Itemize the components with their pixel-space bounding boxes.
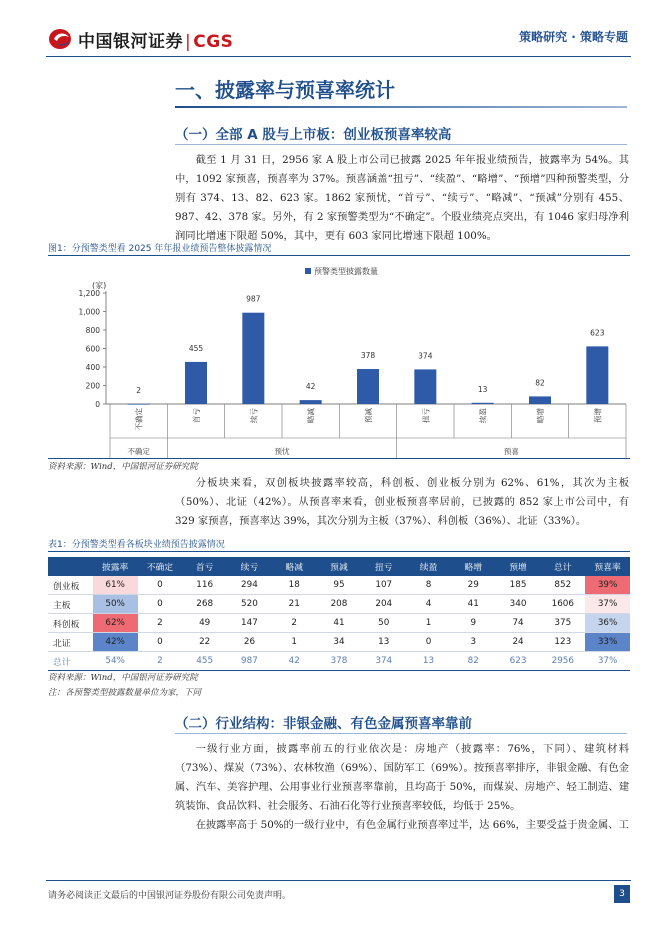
group-label-不确定: 不确定	[127, 447, 150, 456]
y-tick-label: 800	[85, 326, 100, 335]
x-tick-label: 续盈	[478, 408, 488, 423]
header-cell: 不确定	[138, 557, 183, 576]
data-label: 455	[188, 343, 204, 353]
figure-1-top-rule	[48, 255, 630, 256]
data-label: 82	[535, 378, 545, 388]
count-cell: 107	[361, 576, 406, 595]
bar-略增	[529, 396, 551, 404]
paragraph-1: 截至 1 月 31 日，2956 家 A 股上市公司已披露 2025 年年报业绩预告，披露率为 54%。其中，1092 家预喜，预喜率为 37%。预喜涵盖“扭亏”、“续盈”、“略增”、“预增”四种预警类型，分别有 374、13、82、623 家。1862 家预忧，“首亏”、“续亏”、“略减”、“预减”分别有 455、987、42、378 家。另外，有 2 家预警类型为“不确定”。个股业绩亮点突出，有 1046 家归母净利润同比增速下限超 50%，其中，更有 603 家同比增速下限超 100%。	[175, 154, 629, 242]
count-cell: 34	[317, 633, 362, 652]
count-cell: 0	[406, 633, 451, 652]
count-cell: 49	[182, 614, 227, 633]
figure-1-caption: 图1：分预警类型看 2025 年年报业绩预告整体披露情况	[48, 244, 272, 254]
count-cell: 3	[451, 633, 496, 652]
logo-name: 中国银河证券	[78, 32, 183, 52]
header-divider	[46, 56, 631, 57]
y-tick-label: 200	[85, 381, 100, 391]
count-cell: 294	[227, 576, 272, 595]
table-1-source: 资料来源：Wind，中国银河证券研究院	[48, 673, 198, 683]
table-row	[48, 633, 630, 652]
bar-续亏	[242, 313, 264, 404]
positive-rate-cell: 37%	[585, 652, 630, 671]
count-cell: 41	[317, 614, 362, 633]
header-cell: 预减	[317, 557, 362, 576]
legend-label: 预警类型披露数量	[314, 267, 378, 276]
data-label: 378	[360, 351, 376, 361]
subsection-title-2: （二）行业结构：非银金融、有色金属预喜率靠前	[175, 716, 472, 732]
data-label: 2	[136, 385, 142, 395]
row-label: 创业板	[48, 576, 93, 595]
count-cell: 623	[496, 652, 541, 671]
header-cell: 扭亏	[361, 557, 406, 576]
subsection-divider-1	[175, 144, 627, 145]
count-cell: 24	[496, 633, 541, 652]
data-label: 13	[477, 384, 488, 394]
header-cell: 预增	[496, 557, 541, 576]
report-category: 策略研究 · 策略专题	[519, 30, 628, 44]
header-cell: 预喜率	[585, 557, 630, 576]
positive-rate-cell: 36%	[585, 614, 630, 633]
row-label: 科创板	[48, 614, 93, 633]
table-row	[48, 576, 630, 595]
data-label: 987	[246, 294, 261, 304]
paragraph-3: 一级行业方面，披露率前五的行业依次是：房地产（披露率：76%，下同）、建筑材料（73%）、煤炭（73%）、农林牧渔（69%）、国防军工（69%）。按预喜率排序，非银金融、有色金属、汽车、美容护理、公用事业行业预喜率靠前，且均高于 50%，而煤炭、房地产、轻工制造、建筑装饰、食品饮料、社会服务、石油石化等行业预喜率较低，均低于 25%。	[175, 743, 629, 812]
x-tick-label: 略增	[536, 408, 545, 423]
bar-预增	[586, 346, 608, 404]
row-label: 总计	[48, 652, 93, 671]
count-cell: 8	[406, 576, 451, 595]
positive-rate-cell: 39%	[585, 576, 630, 595]
count-cell: 0	[138, 633, 183, 652]
x-tick-label: 略减	[306, 408, 316, 423]
count-cell: 340	[496, 595, 541, 614]
x-tick-label: 不确定	[134, 408, 144, 431]
count-cell: 50	[361, 614, 406, 633]
subsection-title-1: （一）全部 A 股与上市板：创业板预喜率较高	[175, 127, 452, 143]
count-cell: 26	[227, 633, 272, 652]
y-tick-label: 1,000	[78, 307, 100, 317]
brand-logo-text	[78, 27, 233, 52]
x-tick-label: 首亏	[192, 408, 201, 423]
figure-1-bottom-rule	[48, 458, 630, 459]
table-1	[48, 557, 630, 671]
count-cell: 374	[361, 652, 406, 671]
table-1-note: 注：各预警类型披露数量单位为家，下同	[48, 688, 202, 698]
section-title: 一、披露率与预喜率统计	[175, 78, 395, 102]
logo-separator: |	[185, 32, 192, 52]
count-cell: 116	[182, 576, 227, 595]
figure-1-source: 资料来源：Wind，中国银河证券研究院	[48, 462, 198, 472]
count-cell: 852	[540, 576, 585, 595]
section-title-underline	[175, 106, 627, 108]
count-cell: 29	[451, 576, 496, 595]
y-tick-label: 400	[85, 363, 100, 372]
group-label-预喜: 预喜	[503, 447, 519, 456]
header-cell: 首亏	[182, 557, 227, 576]
y-axis-unit: (家)	[92, 281, 107, 290]
data-label: 42	[305, 382, 316, 392]
positive-rate-cell: 37%	[585, 595, 630, 614]
bar-预减	[357, 369, 379, 404]
subsection-divider-2	[175, 733, 627, 734]
table-row	[48, 595, 630, 614]
table-row	[48, 614, 630, 633]
paragraph-4: 在披露率高于 50%的一级行业中，有色金属行业预喜率过半，达 66%，主要受益于贵金属、工	[195, 819, 629, 831]
table-1-caption: 表1：分预警类型看各板块业绩预告披露情况	[48, 540, 225, 550]
count-cell: 13	[406, 652, 451, 671]
count-cell: 4	[406, 595, 451, 614]
count-cell: 520	[227, 595, 272, 614]
legend-swatch	[305, 268, 311, 274]
table-total-row	[48, 652, 630, 671]
disclosure-rate-cell: 50%	[93, 595, 138, 614]
y-tick-label: 0	[95, 400, 100, 409]
count-cell: 268	[182, 595, 227, 614]
cgs-logo-icon	[48, 28, 74, 50]
header-cell: 略增	[451, 557, 496, 576]
data-label: 623	[590, 328, 605, 338]
count-cell: 1	[406, 614, 451, 633]
bar-不确定	[128, 404, 150, 405]
bar-略减	[300, 400, 322, 404]
count-cell: 1	[272, 633, 317, 652]
count-cell: 18	[272, 576, 317, 595]
bar-续盈	[472, 403, 494, 404]
group-label-预忧: 预忧	[274, 447, 290, 456]
count-cell: 82	[451, 652, 496, 671]
x-tick-label: 续亏	[249, 408, 259, 423]
header-cell: 略减	[272, 557, 317, 576]
footer-disclaimer: 请务必阅读正文最后的中国银河证券股份有限公司免责声明。	[48, 891, 292, 901]
disclosure-rate-cell: 42%	[93, 633, 138, 652]
footer-divider	[46, 880, 631, 881]
count-cell: 1606	[540, 595, 585, 614]
table-1-top-rule	[48, 551, 630, 552]
disclosure-rate-cell: 62%	[93, 614, 138, 633]
count-cell: 13	[361, 633, 406, 652]
count-cell: 0	[138, 595, 183, 614]
disclosure-rate-cell: 54%	[93, 652, 138, 671]
count-cell: 2	[138, 614, 183, 633]
count-cell: 185	[496, 576, 541, 595]
y-tick-label: 1,200	[78, 289, 100, 298]
count-cell: 95	[317, 576, 362, 595]
count-cell: 2956	[540, 652, 585, 671]
figure-1-bar-chart	[48, 258, 630, 458]
positive-rate-cell: 33%	[585, 633, 630, 652]
count-cell: 22	[182, 633, 227, 652]
count-cell: 74	[496, 614, 541, 633]
row-label: 主板	[48, 595, 93, 614]
count-cell: 208	[317, 595, 362, 614]
disclosure-rate-cell: 61%	[93, 576, 138, 595]
count-cell: 2	[138, 652, 183, 671]
count-cell: 378	[317, 652, 362, 671]
count-cell: 147	[227, 614, 272, 633]
count-cell: 9	[451, 614, 496, 633]
header-cell-corner	[48, 557, 93, 576]
count-cell: 42	[272, 652, 317, 671]
bar-扭亏	[414, 369, 436, 404]
table-header-row	[48, 557, 630, 576]
count-cell: 204	[361, 595, 406, 614]
page-number: 3	[614, 885, 630, 903]
count-cell: 41	[451, 595, 496, 614]
header-cell: 续亏	[227, 557, 272, 576]
header-cell: 披露率	[93, 557, 138, 576]
x-tick-label: 预增	[593, 408, 603, 423]
header-cell: 续盈	[406, 557, 451, 576]
bar-首亏	[185, 362, 207, 404]
count-cell: 987	[227, 652, 272, 671]
x-tick-label: 扭亏	[421, 408, 431, 423]
data-label: 374	[418, 351, 433, 361]
count-cell: 123	[540, 633, 585, 652]
logo-code: CGS	[193, 32, 234, 52]
count-cell: 21	[272, 595, 317, 614]
x-tick-label: 预减	[364, 408, 373, 423]
count-cell: 0	[138, 576, 183, 595]
paragraph-2: 分板块来看，双创板块披露率较高，科创板、创业板分别为 62%、61%，其次为主板（50%）、北证（42%）。从预喜率来看，创业板预喜率居前，已披露的 852 家上市公司中，有 329 家预喜，预喜率达 39%，其次分别为主板（37%）、科创板（36%）、北证（33%）。	[175, 477, 629, 527]
y-tick-label: 600	[85, 344, 100, 354]
count-cell: 455	[182, 652, 227, 671]
table-body	[48, 576, 630, 671]
header-cell: 总计	[540, 557, 585, 576]
count-cell: 375	[540, 614, 585, 633]
row-label: 北证	[48, 633, 93, 652]
count-cell: 2	[272, 614, 317, 633]
